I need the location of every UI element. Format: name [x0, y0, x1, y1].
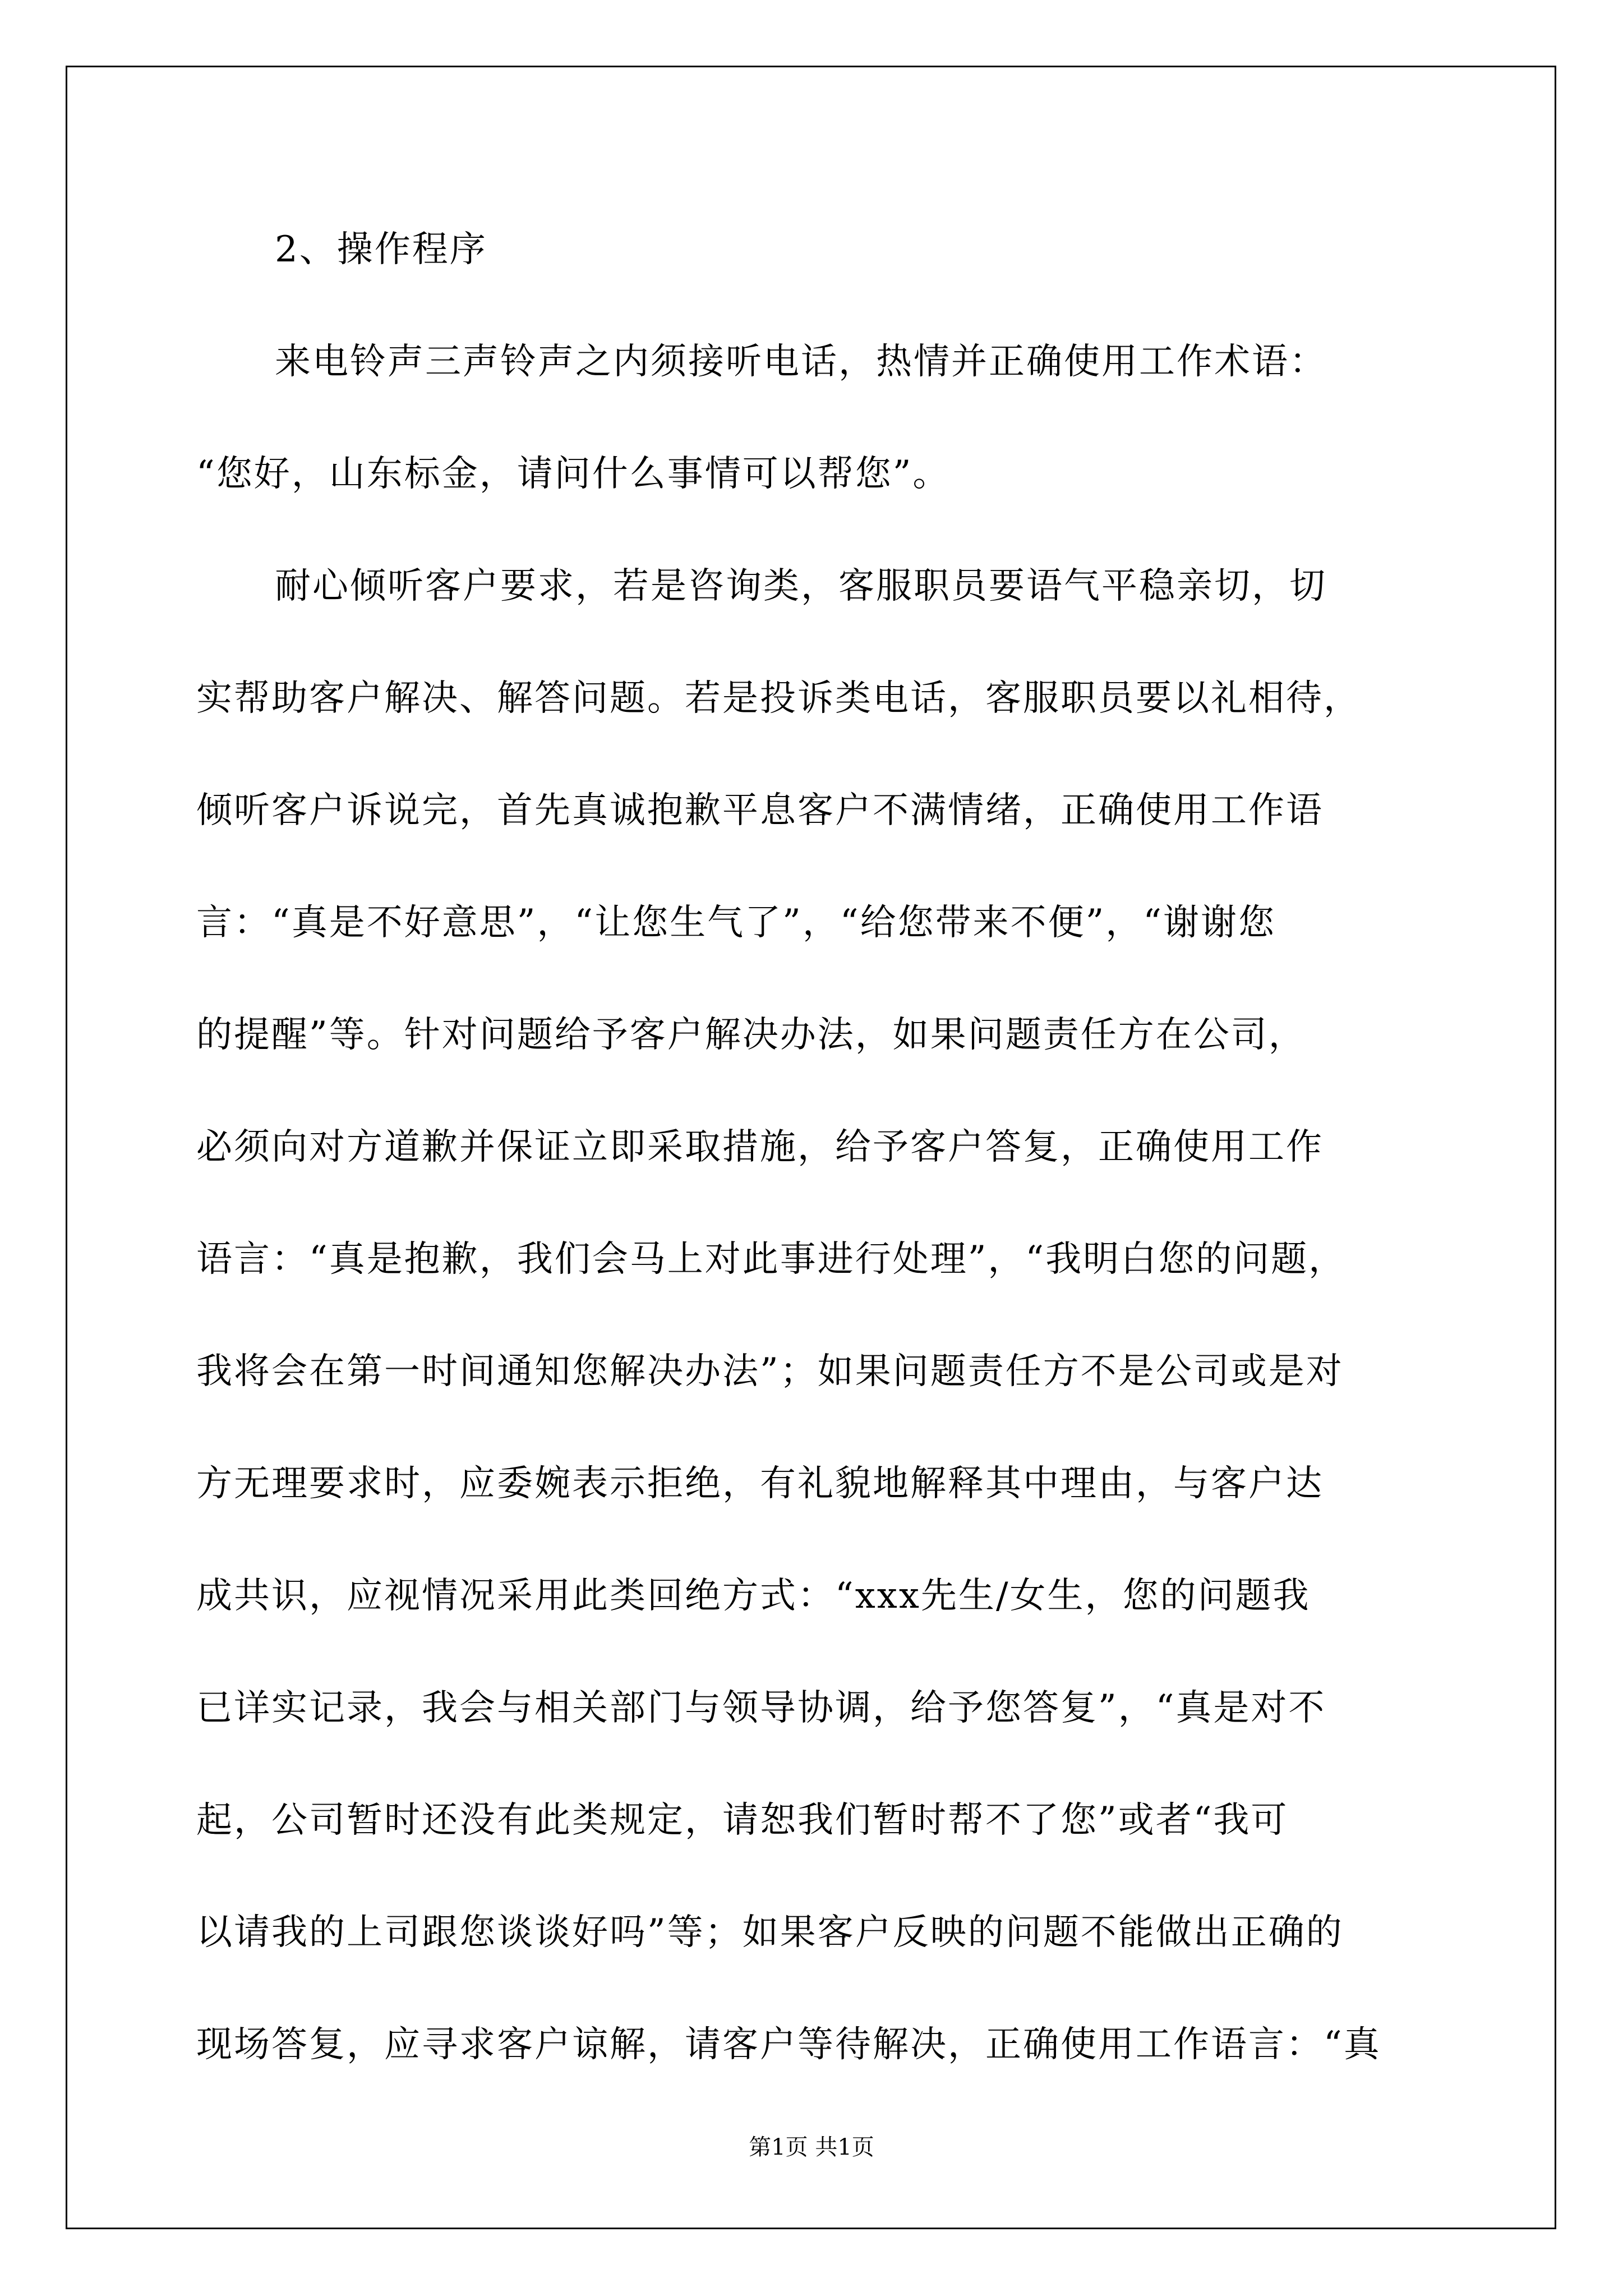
section-heading: 2、操作程序: [275, 229, 487, 270]
body-line-11: 方无理要求时，应委婉表示拒绝，有礼貌地解释其中理由，与客户达: [196, 1463, 1324, 1504]
body-line-7: 的提醒”等。针对问题给予客户解决办法，如果问题责任方在公司，: [196, 1014, 1306, 1056]
body-line-9: 语言：“真是抱歉，我们会马上对此事进行处理”，“我明白您的问题，: [196, 1239, 1347, 1280]
body-line-5: 倾听客户诉说完，首先真诚抱歉平息客户不满情绪，正确使用工作语: [196, 790, 1324, 831]
body-line-16: 现场答复，应寻求客户谅解，请客户等待解决，正确使用工作语言：“真: [196, 2024, 1381, 2065]
body-line-3: 耐心倾听客户要求，若是咨询类，客服职员要语气平稳亲切，切: [275, 565, 1327, 607]
body-line-4: 实帮助客户解决、解答问题。若是投诉类电话，客服职员要以礼相待，: [196, 678, 1361, 719]
page-footer: 第1页 共1页: [749, 2134, 874, 2160]
body-line-15: 以请我的上司跟您谈谈好吗”等；如果客户反映的问题不能做出正确的: [196, 1912, 1344, 1953]
body-line-8: 必须向对方道歉并保证立即采取措施，给予客户答复，正确使用工作: [196, 1126, 1324, 1168]
body-line-6: 言：“真是不好意思”，“让您生气了”，“给您带来不便”，“谢谢您: [196, 902, 1276, 944]
body-line-12: 成共识，应视情况采用此类回绝方式：“xxx先生/女生，您的问题我: [196, 1575, 1311, 1617]
body-line-2: “您好，山东标金，请问什么事情可以帮您”。: [196, 453, 951, 495]
body-line-14: 起，公司暂时还没有此类规定，请恕我们暂时帮不了您”或者“我可: [196, 1800, 1289, 1841]
body-line-10: 我将会在第一时间通知您解决办法”；如果问题责任方不是公司或是对: [196, 1351, 1344, 1392]
body-line-13: 已详实记录，我会与相关部门与领导协调，给予您答复”，“真是对不: [196, 1687, 1326, 1729]
body-line-1: 来电铃声三声铃声之内须接听电话，热情并正确使用工作术语：: [275, 341, 1327, 383]
